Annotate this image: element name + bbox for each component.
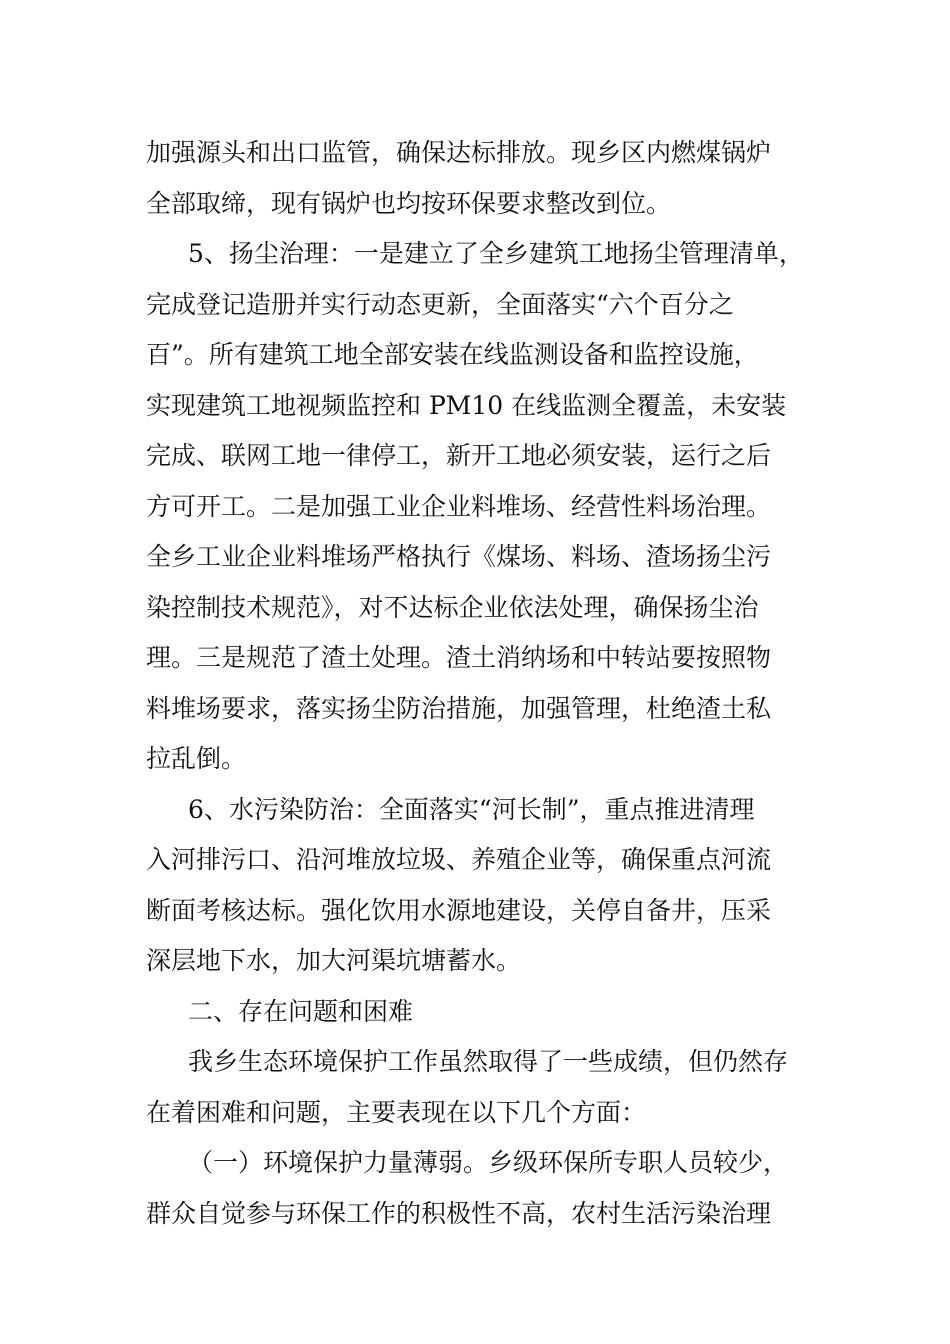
text-line: 5、扬尘治理：一是建立了全乡建筑工地扬尘管理清单，: [188, 239, 804, 268]
text-line: 拉乱倒。: [146, 744, 247, 773]
text-line: （一）环境保护力量薄弱。乡级环保所专职人员较少，: [188, 1148, 789, 1177]
text-line: 全部取缔，现有锅炉也均按环保要求整改到位。: [146, 188, 672, 218]
text-line: 加强源头和出口监管，确保达标排放。现乡区内燃煤锅炉: [146, 138, 772, 167]
text-line: 方可开工。二是加强工业企业料堆场、经营性料场治理。: [146, 491, 772, 521]
text-line: 料堆场要求，落实扬尘防治措施，加强管理，杜绝渣土私: [146, 693, 772, 723]
document-body: [146, 128, 826, 1239]
text-line: 入河排污口、沿河堆放垃圾、养殖企业等，确保重点河流: [146, 845, 772, 874]
text-line: 在着困难和问题，主要表现在以下几个方面：: [146, 1097, 647, 1127]
text-line: 理。三是规范了渣土处理。渣土消纳场和中转站要按照物: [146, 643, 772, 672]
text-line: 全乡工业企业料堆场严格执行《煤场、料场、渣场扬尘污: [146, 542, 772, 571]
text-line: 6、水污染防治：全面落实“河长制”，重点推进清理: [188, 794, 755, 824]
section-heading: 二、存在问题和困难: [188, 996, 414, 1026]
text-line: 实现建筑工地视频监控和 PM10 在线监测全覆盖，未安装: [146, 390, 787, 420]
text-line: 百”。所有建筑工地全部安装在线监测设备和监控设施，: [146, 340, 759, 369]
text-line: 染控制技术规范》，对不达标企业依法处理，确保扬尘治: [146, 592, 759, 622]
text-line: 我乡生态环境保护工作虽然取得了一些成绩，但仍然存: [188, 1047, 789, 1076]
text-line: 完成、联网工地一律停工，新开工地必须安装，运行之后: [146, 441, 772, 470]
text-line: 完成登记造册并实行动态更新，全面落实“六个百分之: [146, 289, 734, 319]
text-line: 断面考核达标。强化饮用水源地建设，关停自备井，压采: [146, 895, 772, 925]
text-line: 深层地下水，加大河渠坑塘蓄水。: [146, 946, 522, 975]
text-line: 群众自觉参与环保工作的积极性不高，农村生活污染治理: [146, 1198, 772, 1228]
